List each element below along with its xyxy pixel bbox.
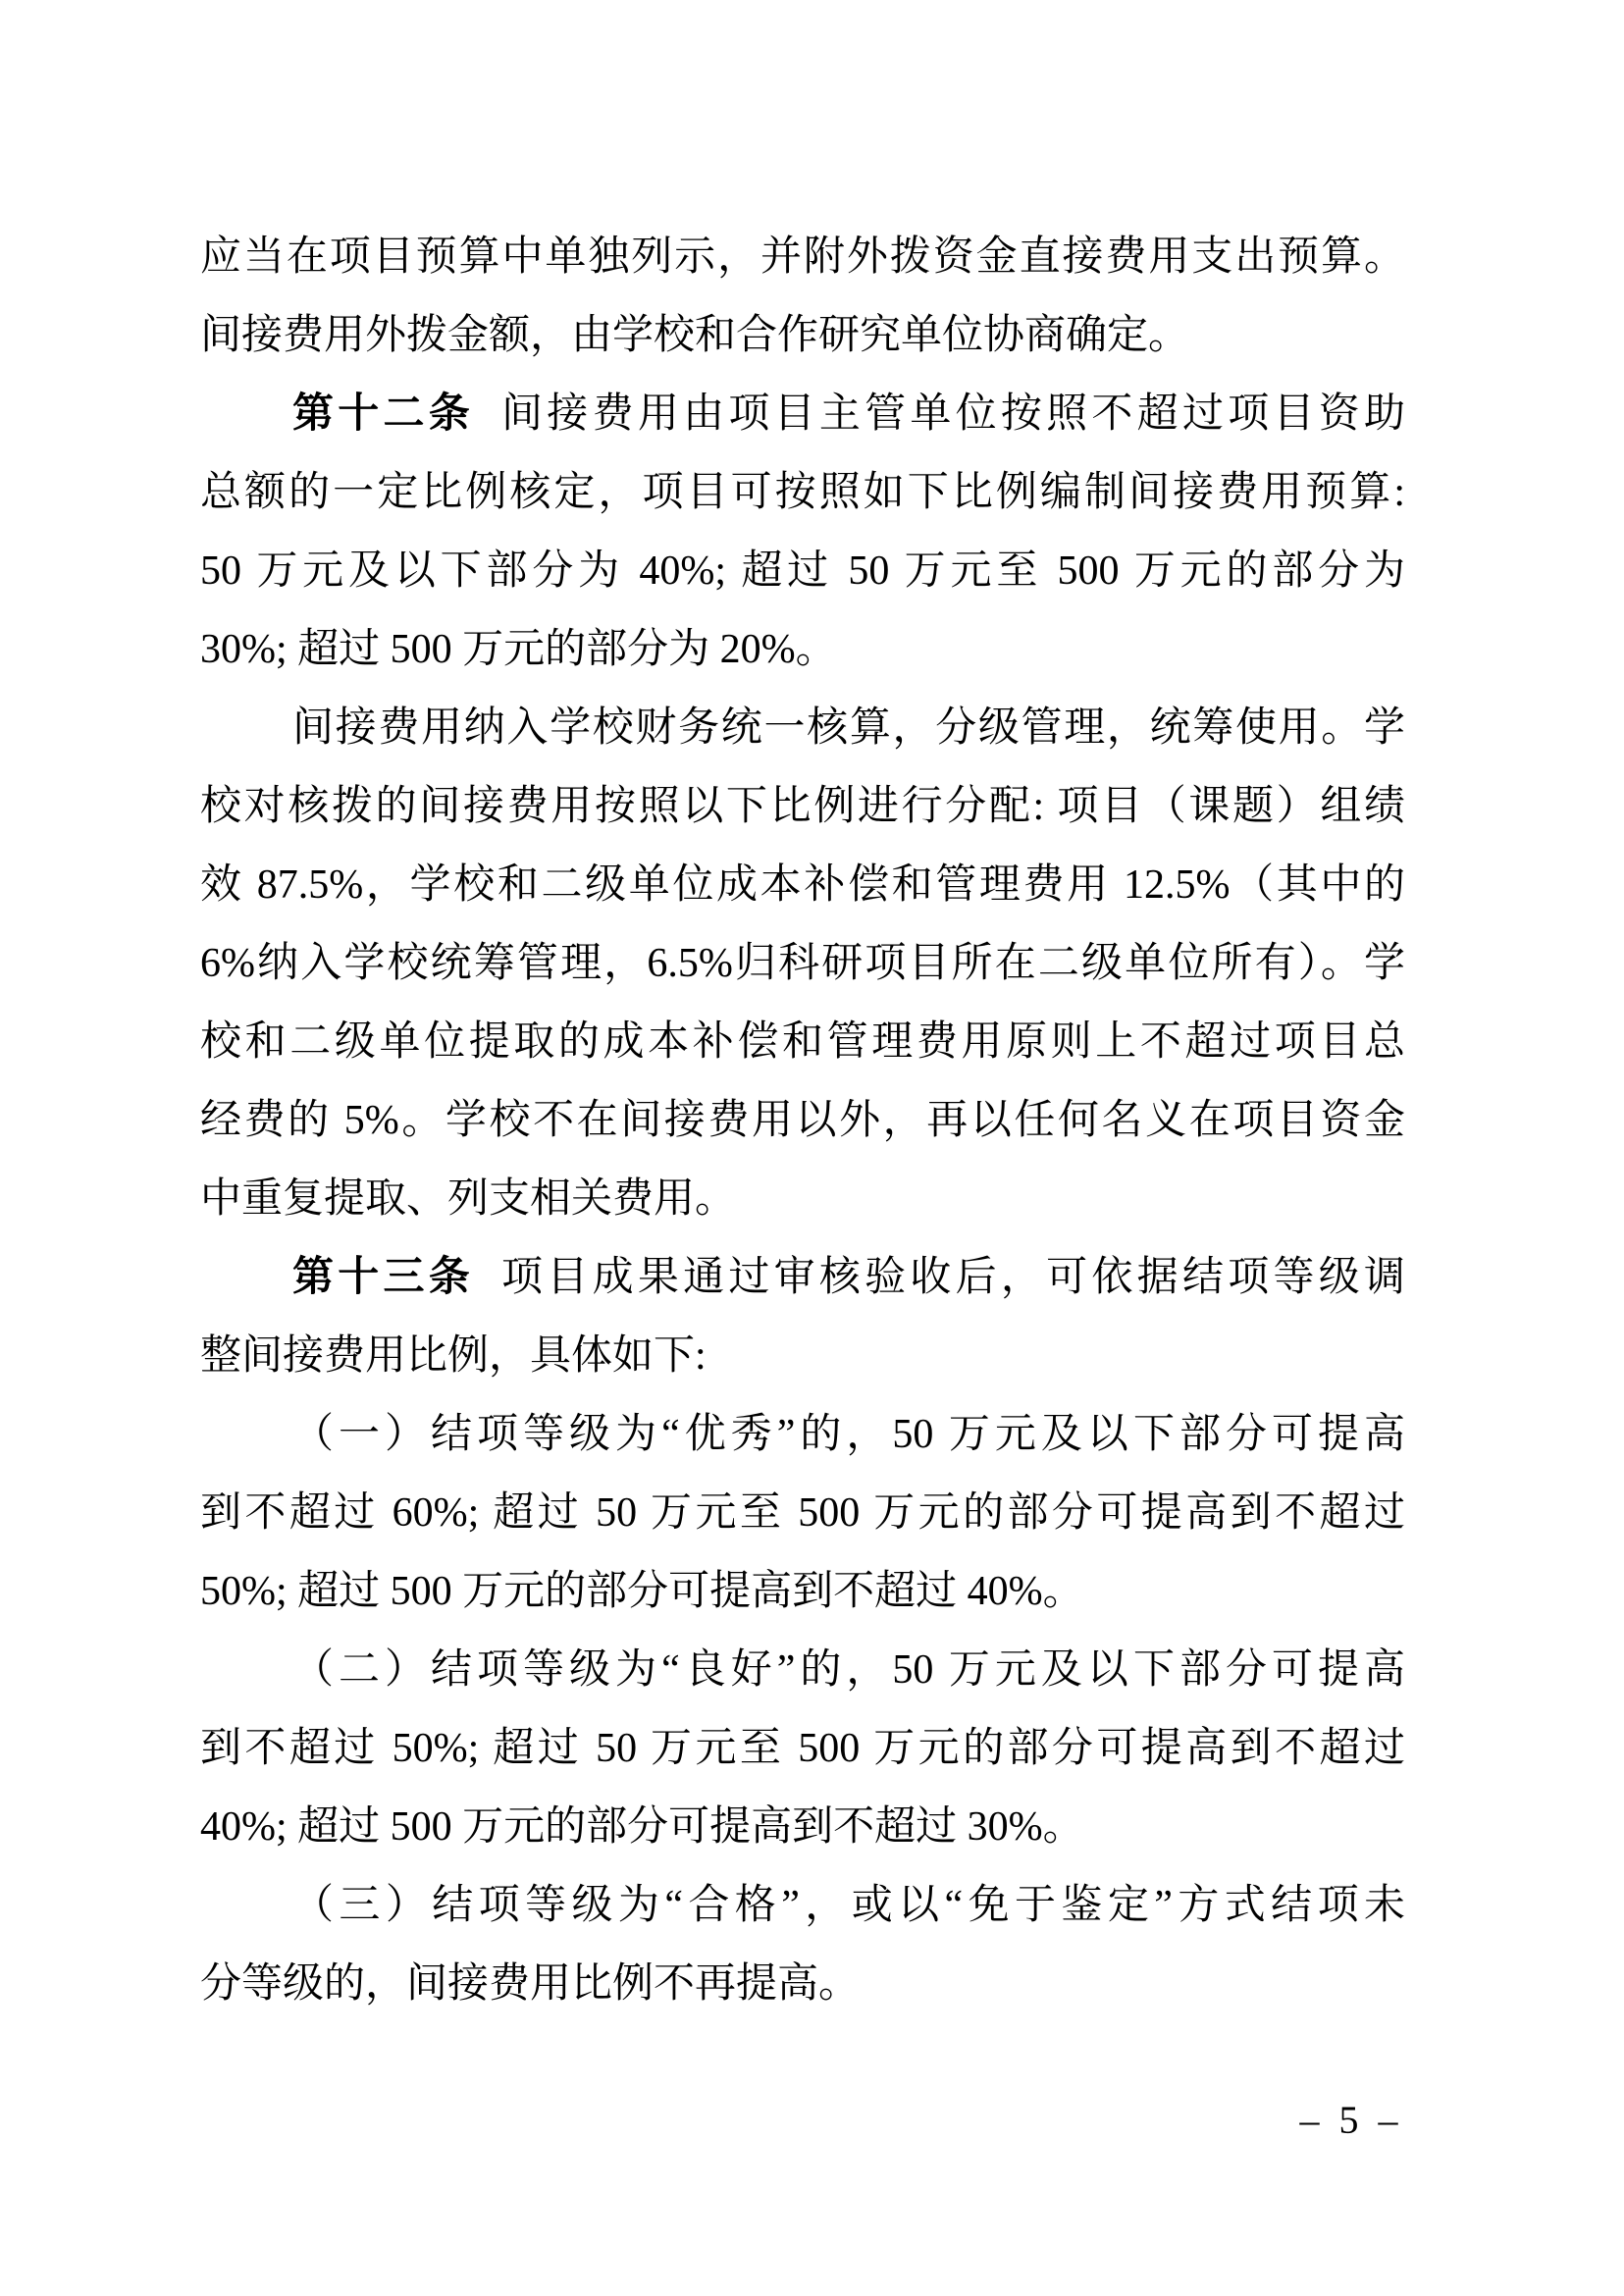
text-line: （一）结项等级为“优秀”的，50 万元及以下部分可提高 — [292, 1412, 1405, 1457]
text-line — [200, 375, 1405, 453]
text-line: 应当在项目预算中单独列示，并附外拨资金直接费用支出预算。 — [200, 235, 1405, 280]
text-line: 到不超过 50%; 超过 50 万元至 500 万元的部分可提高到不超过 — [200, 1726, 1405, 1771]
text-line: 40%; 超过 500 万元的部分可提高到不超过 30%。 — [200, 1804, 1084, 1850]
text-line: 50%; 超过 500 万元的部分可提高到不超过 40%。 — [200, 1569, 1084, 1614]
document-body — [200, 218, 1405, 2023]
text-line: 经费的 5%。学校不在间接费用以外，再以任何名义在项目资金 — [200, 1098, 1405, 1143]
text-line: 间接费用外拨金额，由学校和合作研究单位协商确定。 — [200, 313, 1190, 358]
text-line: 间接费用纳入学校财务统一核算，分级管理，统筹使用。学 — [292, 705, 1405, 751]
article-13-heading: 第十三条 — [292, 1255, 475, 1300]
text-line: 整间接费用比例，具体如下: — [200, 1333, 707, 1379]
text-line — [200, 1238, 1405, 1317]
text-line: 6%纳入学校统筹管理，6.5%归科研项目所在二级单位所有）。学 — [200, 941, 1405, 986]
text-line: 总额的一定比例核定，项目可按照如下比例编制间接费用预算: — [200, 470, 1405, 515]
text-line: 分等级的，间接费用比例不再提高。 — [200, 1961, 861, 2007]
text-line: 校对核拨的间接费用按照以下比例进行分配: 项目（课题）组绩 — [200, 784, 1405, 829]
text-line: 到不超过 60%; 超过 50 万元至 500 万元的部分可提高到不超过 — [200, 1490, 1405, 1536]
page-number: – 5 – — [1299, 2098, 1403, 2142]
text-line: （三）结项等级为“合格”，或以“免于鉴定”方式结项未 — [292, 1883, 1405, 1928]
text-line: 校和二级单位提取的成本补偿和管理费用原则上不超过项目总 — [200, 1019, 1405, 1065]
text-line-content: 项目成果通过审核验收后，可依据结项等级调 — [501, 1255, 1405, 1300]
text-line: 50 万元及以下部分为 40%; 超过 50 万元至 500 万元的部分为 — [200, 548, 1405, 594]
text-line-content: 间接费用由项目主管单位按照不超过项目资助 — [501, 391, 1405, 437]
article-12-heading: 第十二条 — [292, 391, 475, 437]
text-line: 30%; 超过 500 万元的部分为 20%。 — [200, 627, 837, 672]
text-line: （二）结项等级为“良好”的，50 万元及以下部分可提高 — [292, 1647, 1405, 1693]
text-line: 中重复提取、列支相关费用。 — [200, 1176, 737, 1222]
text-line: 效 87.5%，学校和二级单位成本补偿和管理费用 12.5%（其中的 — [200, 862, 1405, 908]
